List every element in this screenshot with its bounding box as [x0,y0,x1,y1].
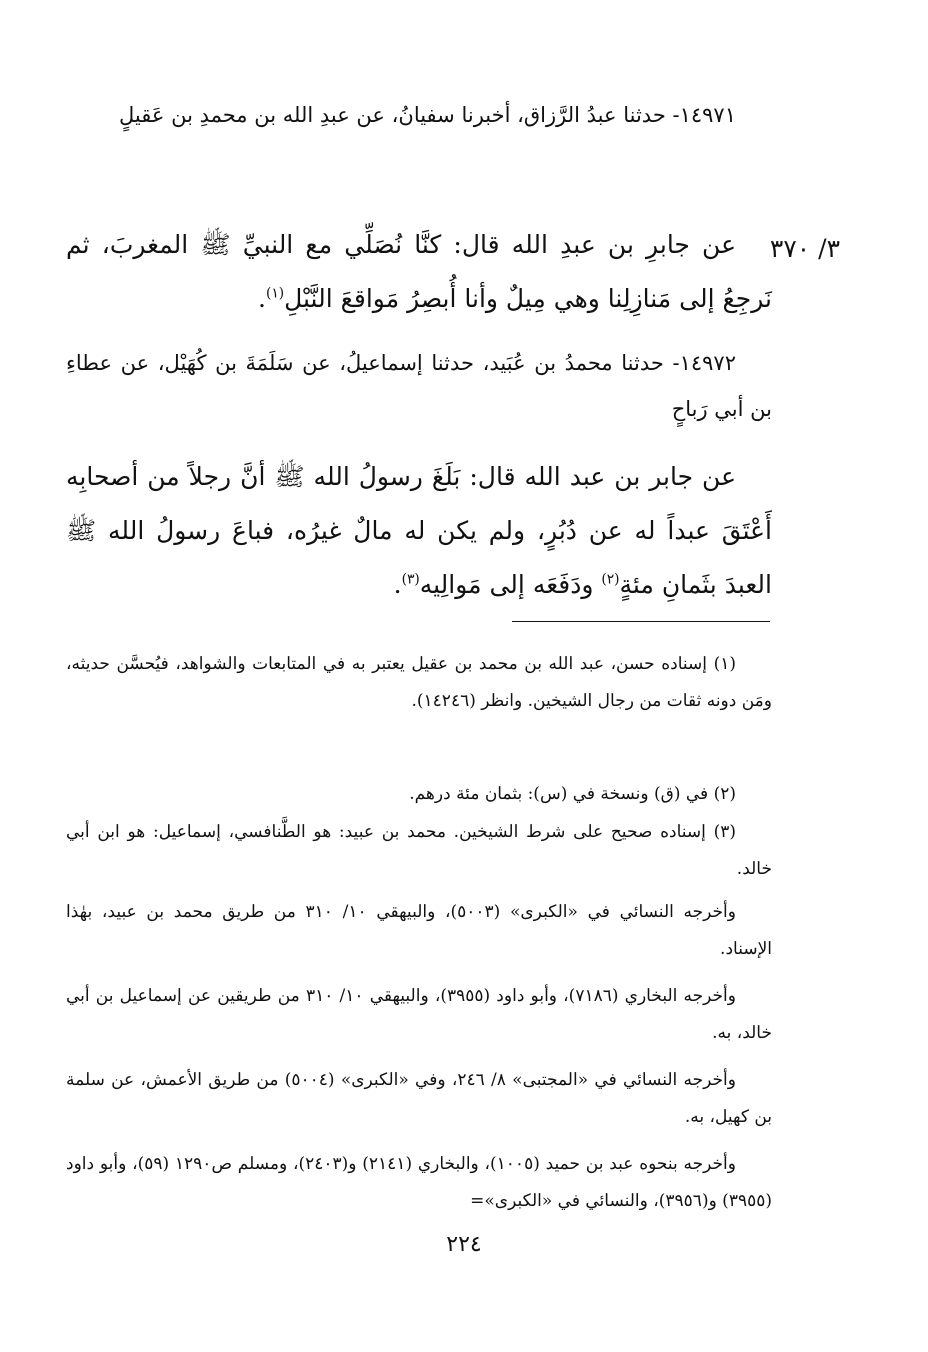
footnote-1: (١) إسناده حسن، عبد الله بن محمد بن عقيل يعتبر به في المتابعات والشواهد، فيُحسَّن حديثه، ومَن دونه ثقات من رجال الشيخين. وانظر (١٤٢٤٦). [66,654,772,711]
matn-end: . [393,570,402,599]
volume-page-reference: ٣/ ٣٧٠ [769,234,840,263]
hadith-number: ١٤٩٧٢- [672,351,736,375]
hadith-text-14972 [66,450,772,612]
matn-end: . [257,284,266,313]
matn-text: عن جابرِ بن عبدِ الله قال: كنَّا نُصَلِّي مع النبيِّ ﷺ المغربَ، ثم نَرجِعُ إلى مَنازِلِنا وهي مِيلٌ وأنا أُبصِرُ مَواقعَ النَّبْلِ [66,230,772,313]
footnote-marker: (٢) [601,571,620,588]
footnote-separator [512,621,770,622]
footnote-3-paragraph-3: وأخرجه البخاري (٧١٨٦)، وأبو داود (٣٩٥٥)، والبيهقي ١٠/ ٣١٠ من طريقين عن إسماعيل بن أبي خالد، به. [66,986,772,1043]
isnad-text: حدثنا محمدُ بن عُبَيد، حدثنا إسماعيلُ، عن سَلَمَةَ بن كُهَيْل، عن عطاءِ بن أبي رَباحٍ [66,351,772,421]
footnote-3: (٣) إسناده صحيح على شرط الشيخين. محمد بن عبيد: هو الطَّنافسي، إسماعيل: هو ابن أبي خالد. [66,822,772,879]
page-number: ٢٢٤ [446,1232,482,1257]
hadith-text-14971 [66,218,772,326]
footnote-3-paragraph-2: وأخرجه النسائي في «الكبرى» (٥٠٠٣)، والبيهقي ١٠/ ٣١٠ من طريق محمد بن عبيد، بهٰذا الإسناد. [66,902,772,959]
hadith-chain-14971 [66,92,772,138]
isnad-text: حدثنا عبدُ الرَّزاق، أخبرنا سفيانُ، عن عبدِ الله بن محمدِ بن عَقيلٍ [119,103,666,127]
matn-text: عن جابر بن عبد الله قال: بَلَغَ رسولُ الله ﷺ أنَّ رجلاً من أصحابِه أَعْتَقَ عبداً له عن دُبُرٍ، ولم يكن له مالٌ غيرُه، فباعَ رسولُ الله ﷺ العبدَ بثَمانِ مئةٍ [66,462,772,599]
footnote-3-paragraph-4: وأخرجه النسائي في «المجتبى» ٨/ ٢٤٦، وفي «الكبرى» (٥٠٠٤) من طريق الأعمش، عن سلمة بن كهيل، به. [66,1070,772,1127]
footnote-2: (٢) في (ق) ونسخة في (س): بثمان مئة درهم. [409,784,736,804]
footnote-marker: (١) [265,285,285,302]
matn-text: ودَفَعَه إلى مَوالِيه [419,570,602,599]
footnote-marker: (٣) [401,571,420,588]
footnote-3-paragraph-5: وأخرجه بنحوه عبد بن حميد (١٠٠٥)، والبخاري (٢١٤١) و(٢٤٠٣)، ومسلم ص١٢٩٠ (٥٩)، وأبو داود (٣٩٥٥) و(٣٩٥٦)، والنسائي في «الكبرى»= [66,1154,772,1211]
hadith-chain-14972 [66,340,772,432]
hadith-number: ١٤٩٧١- [672,103,736,127]
